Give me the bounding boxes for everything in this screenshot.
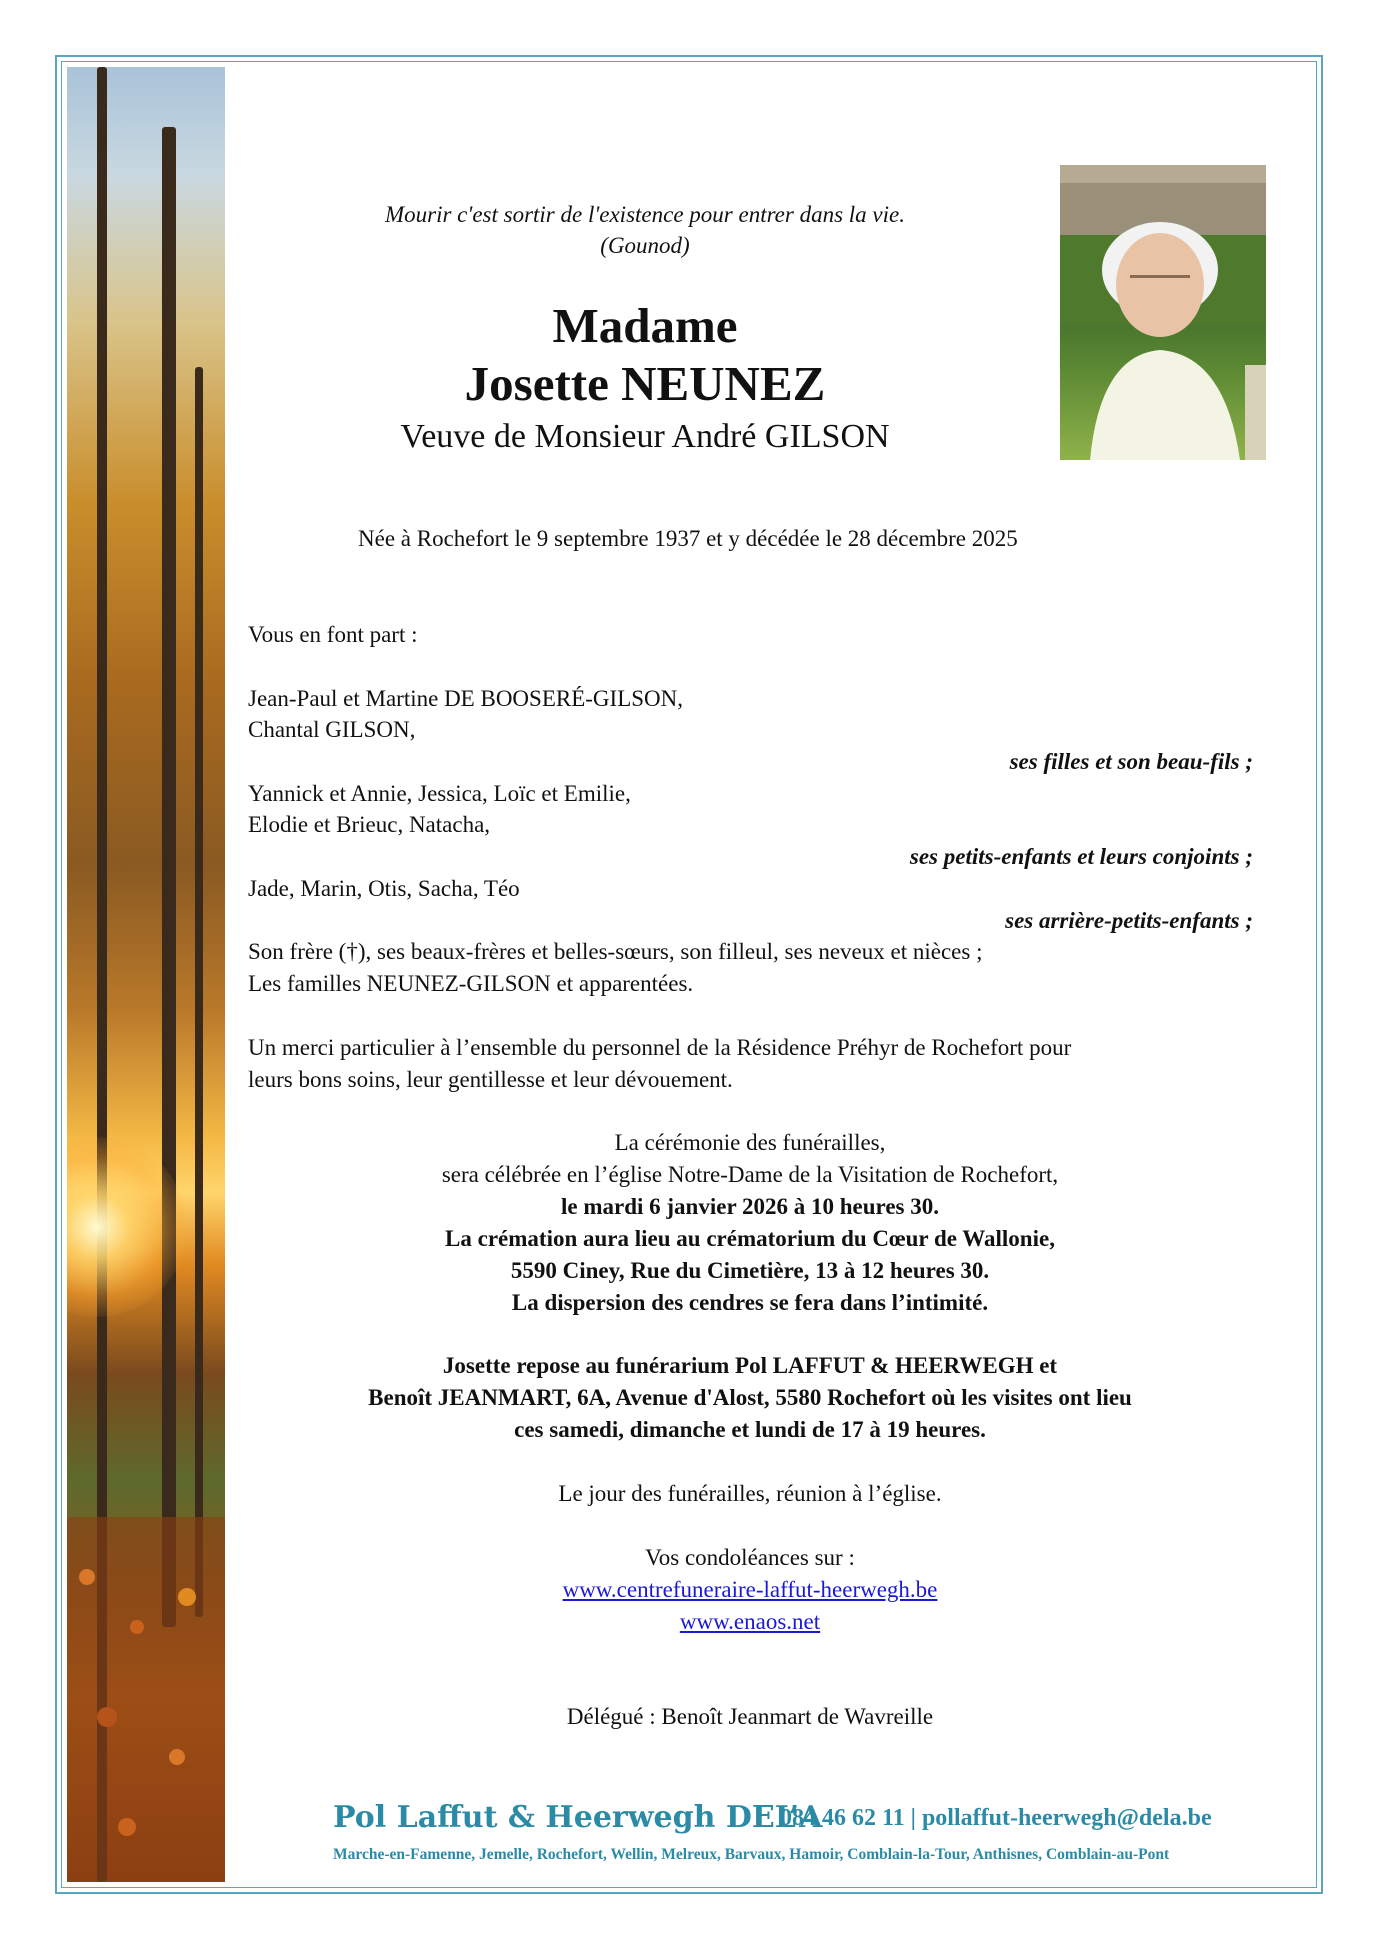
family-role: ses filles et son beau-fils ; — [1009, 749, 1253, 774]
deceased-name: Josette NEUNEZ — [464, 356, 826, 411]
condolences-link[interactable]: www.centrefuneraire-laffut-heerwegh.be — [562, 1577, 938, 1602]
condolences-label: Vos condoléances sur : — [645, 1545, 855, 1570]
delegate-line: Délégué : Benoît Jeanmart de Wavreille — [566, 1704, 934, 1729]
footer-locations: Marche-en-Famenne, Jemelle, Rochefort, Wellin, Melreux, Barvaux, Hamoir, Comblain-la-Tour, Anthisnes, Comblain-au-Pont — [333, 1846, 1170, 1863]
ceremony-line: La cérémonie des funérailles, — [614, 1130, 886, 1155]
marital-status: Veuve de Monsieur André GILSON — [400, 418, 890, 455]
ceremony-line: sera célébrée en l’église Notre-Dame de la Visitation de Rochefort, — [441, 1162, 1059, 1187]
ceremony-line: le mardi 6 janvier 2026 à 10 heures 30. — [561, 1194, 939, 1219]
ceremony-line: 5590 Ciney, Rue du Cimetière, 13 à 12 heures 30. — [510, 1258, 990, 1283]
reunion-line: Le jour des funérailles, réunion à l’église. — [558, 1481, 942, 1506]
visitation-line: Josette repose au funérarium Pol LAFFUT & HEERWEGH et — [442, 1353, 1058, 1378]
family-line: Elodie et Brieuc, Natacha, — [248, 812, 491, 837]
family-line: Yannick et Annie, Jessica, Loïc et Emilie, — [248, 781, 631, 806]
quote-text: Mourir c'est sortir de l'existence pour entrer dans la vie. — [384, 202, 905, 227]
family-role: ses arrière-petits-enfants ; — [1005, 908, 1253, 933]
portrait-photo — [1060, 165, 1266, 460]
family-role: ses petits-enfants et leurs conjoints ; — [909, 844, 1253, 869]
family-line: Son frère (†), ses beaux-frères et belles-sœurs, son filleul, ses neveux et nièces ; — [248, 939, 983, 964]
ceremony-line: La crémation aura lieu au crématorium du Cœur de Wallonie, — [445, 1226, 1055, 1251]
family-line: Chantal GILSON, — [248, 717, 416, 742]
announcement-intro: Vous en font part : — [248, 622, 418, 647]
funeral-company-logo: Pol Laffut & Heerwegh DEL’A — [333, 1800, 823, 1835]
footer-contact: 084 46 62 11 | pollaffut-heerwegh@dela.be — [780, 1805, 1212, 1831]
birth-death-line: Née à Rochefort le 9 septembre 1937 et y décédée le 28 décembre 2025 — [358, 526, 1018, 551]
quote-author: (Gounod) — [600, 233, 690, 258]
family-line: Jean-Paul et Martine DE BOOSERÉ-GILSON, — [248, 686, 684, 711]
ceremony-line: La dispersion des cendres se fera dans l’intimité. — [511, 1290, 989, 1315]
family-line: Jade, Marin, Otis, Sacha, Téo — [248, 876, 520, 901]
honorific: Madame — [552, 298, 738, 353]
condolences-link[interactable]: www.enaos.net — [679, 1609, 821, 1634]
visitation-line: Benoît JEANMART, 6A, Avenue d'Alost, 5580 Rochefort où les visites ont lieu — [368, 1385, 1132, 1410]
visitation-line: ces samedi, dimanche et lundi de 17 à 19 heures. — [514, 1417, 986, 1442]
thanks-line: Un merci particulier à l’ensemble du personnel de la Résidence Préhyr de Rochefort pour — [248, 1035, 1072, 1060]
thanks-line: leurs bons soins, leur gentillesse et leur dévouement. — [248, 1067, 733, 1092]
family-line: Les familles NEUNEZ-GILSON et apparentées. — [248, 971, 694, 996]
